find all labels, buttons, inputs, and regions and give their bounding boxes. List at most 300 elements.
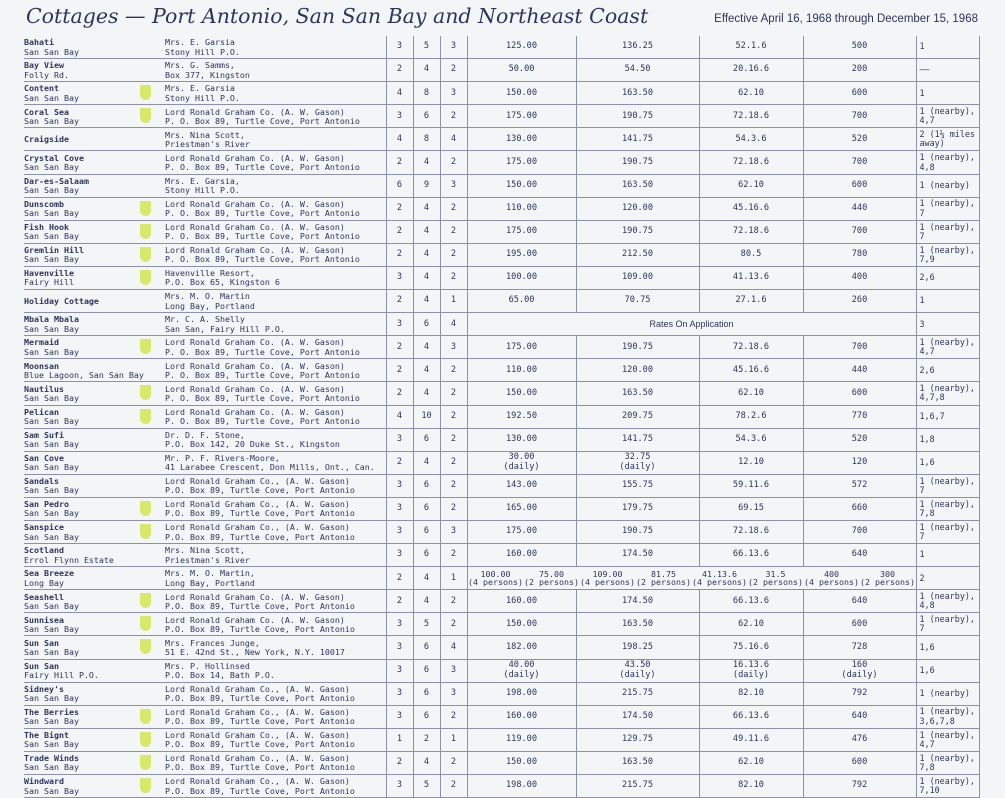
owner-line: Lord Ronald Graham Co. (A. W. Gason) [165, 245, 345, 256]
owner-line: Mrs. G. Samms, [165, 60, 235, 71]
rate-cell [467, 128, 576, 151]
rate-option [748, 570, 804, 587]
owner-line: P.O. Box 89, Turtle Cove, Port Antonio [165, 508, 355, 519]
count-cell: 5 [413, 36, 440, 59]
rate-persons: (2 persons) [524, 577, 579, 588]
rate-cell [803, 775, 916, 798]
owner-cell [165, 105, 386, 128]
owner-cell [165, 82, 386, 105]
rate-cell [699, 336, 803, 359]
count-cell: 2 [440, 243, 467, 266]
table-row [24, 405, 979, 428]
shield-icon [140, 778, 151, 793]
reference-cell [916, 243, 979, 266]
rate-cell [699, 220, 803, 243]
reference-line: 2,6 [919, 364, 935, 375]
rate-value: 476 [851, 734, 868, 745]
header [26, 4, 978, 32]
reference-cell [916, 682, 979, 705]
count-cell: 4 [413, 243, 440, 266]
rate-cell [576, 59, 699, 82]
cottage-location: San San Bay [24, 439, 79, 450]
rate-cell [467, 775, 576, 798]
rate-value: 78.2.6 [735, 410, 767, 421]
count-cell: 3 [440, 82, 467, 105]
cottage-name-cell [24, 382, 165, 405]
cottage-name-cell [24, 613, 165, 636]
owner-line: Mr. P. F. Rivers-Moore, [165, 452, 280, 463]
rate-value: 600 [851, 618, 868, 629]
table-row [24, 197, 979, 220]
owner-line: 51 E. 42nd St., New York, N.Y. 10017 [165, 646, 345, 657]
count-cell: 1 [440, 567, 467, 590]
rate-cell [803, 751, 916, 774]
rate-cell [576, 382, 699, 405]
cottage-location: San San Bay [24, 115, 79, 126]
count-cell: 1 [440, 290, 467, 313]
cottage-name: Gremlin Hill [24, 245, 84, 256]
cottage-name: Bahati [24, 37, 54, 48]
cottage-name: Sun San [24, 637, 59, 648]
owner-line: Lord Ronald Graham Co., (A. W. Gason) [165, 753, 350, 764]
owner-line: Priestman's River [165, 138, 250, 149]
table-row [24, 220, 979, 243]
rate-cell [467, 59, 576, 82]
table-row [24, 428, 979, 451]
owner-cell [165, 336, 386, 359]
rate-cell [576, 659, 699, 682]
rate-value: 163.50 [621, 87, 654, 98]
rates-note: Rates On Application [467, 313, 916, 336]
rate-value: 82.10 [738, 780, 764, 791]
shield-icon [140, 270, 151, 285]
rate-cell [803, 451, 916, 474]
owner-cell [165, 497, 386, 520]
cottage-name: Sidney's [24, 683, 64, 694]
reference-line: 1 [919, 87, 925, 98]
count-cell: 3 [440, 174, 467, 197]
rate-value: 45.16.6 [732, 203, 770, 214]
shield-icon [140, 201, 151, 216]
count-cell: 3 [386, 105, 413, 128]
cottage-location: San San Bay [24, 739, 79, 750]
rate-cell [803, 659, 916, 682]
reference-cell [916, 290, 979, 313]
count-cell: 2 [440, 428, 467, 451]
reference-line: 1 [919, 549, 925, 560]
count-cell: 2 [440, 382, 467, 405]
count-cell: 2 [386, 590, 413, 613]
table-row [24, 382, 979, 405]
reference-line: 1,6 [919, 457, 935, 468]
rate-cell [467, 243, 576, 266]
rate-value: 192.50 [505, 410, 538, 421]
rate-value: 215.75 [621, 780, 654, 791]
rate-value: 72.18.6 [732, 526, 770, 537]
rate-cell [699, 751, 803, 774]
count-cell: 6 [413, 428, 440, 451]
rate-cell [699, 428, 803, 451]
shield-icon [140, 732, 151, 747]
reference-line: 1 (nearby), [919, 729, 975, 740]
cottage-name-cell [24, 659, 165, 682]
rate-cell [803, 497, 916, 520]
owner-line: Lord Ronald Graham Co. (A. W. Gason) [165, 198, 345, 209]
owner-line: P.O. Box 89, Turtle Cove, Port Antonio [165, 762, 355, 773]
rate-cell [699, 105, 803, 128]
rate-value: 66.13.6 [732, 595, 770, 606]
cottage-location: San San Bay [24, 693, 79, 704]
owner-line: Lord Ronald Graham Co., (A. W. Gason) [165, 776, 350, 787]
rate-value: 66.13.6 [732, 549, 770, 560]
rate-value: 600 [851, 179, 868, 190]
cottage-name: Moonsan [24, 360, 59, 371]
reference-line: 1 (nearby), [919, 336, 975, 347]
rate-cell [803, 474, 916, 497]
count-cell: 3 [440, 36, 467, 59]
rate-cell [803, 174, 916, 197]
rate-value: 141.75 [621, 433, 654, 444]
count-cell: 2 [440, 497, 467, 520]
shield-icon [140, 639, 151, 654]
count-cell: 8 [413, 128, 440, 151]
count-cell: 3 [386, 313, 413, 336]
count-cell: 4 [413, 451, 440, 474]
cottage-name-cell [24, 497, 165, 520]
rate-cell [803, 266, 916, 289]
cottage-name-cell [24, 313, 165, 336]
owner-line: Box 377, Kingston [165, 69, 250, 80]
reference-line: 7 [919, 484, 925, 495]
rate-value: 80.5 [740, 249, 762, 260]
rate-qualifier: (daily) [732, 669, 770, 680]
cottage-name-cell [24, 220, 165, 243]
rate-value: 109.00 [621, 272, 654, 283]
rate-cell [576, 266, 699, 289]
table-row [24, 59, 979, 82]
reference-cell [916, 544, 979, 567]
reference-line: 4,7 [919, 738, 935, 749]
owner-line: Lord Ronald Graham Co., (A. W. Gason) [165, 522, 350, 533]
cottage-location: San San Bay [24, 254, 79, 265]
table-row [24, 105, 979, 128]
rate-cell [803, 636, 916, 659]
rate-cell [467, 105, 576, 128]
rate-option [468, 570, 524, 587]
shield-icon [140, 224, 151, 239]
rate-cell [576, 728, 699, 751]
rate-value: 728 [851, 641, 868, 652]
owner-line: Lord Ronald Graham Co. (A. W. Gason) [165, 591, 345, 602]
rate-value: 174.50 [621, 711, 654, 722]
owner-cell [165, 382, 386, 405]
shield-icon [140, 709, 151, 724]
rate-cell [699, 266, 803, 289]
count-cell: 2 [440, 405, 467, 428]
table-row [24, 613, 979, 636]
rate-cell [467, 544, 576, 567]
owner-line: Long Bay, Portland [165, 577, 255, 588]
count-cell: 4 [413, 751, 440, 774]
cottage-name: Scotland [24, 545, 64, 556]
count-cell: 2 [386, 751, 413, 774]
rate-value: 110.00 [505, 203, 538, 214]
reference-cell [916, 451, 979, 474]
rate-value: 700 [851, 156, 868, 167]
count-cell: 2 [386, 243, 413, 266]
cottage-name: San Cove [24, 452, 64, 463]
reference-cell [916, 382, 979, 405]
owner-line: P.O. Box 89, Turtle Cove, Port Antonio [165, 739, 355, 750]
rate-value: 41.13.6 [732, 272, 770, 283]
rate-cell [803, 82, 916, 105]
rate-value: 792 [851, 688, 868, 699]
shield-icon [140, 616, 151, 631]
rate-cell [803, 705, 916, 728]
table-row [24, 36, 979, 59]
rate-value: 190.75 [621, 226, 654, 237]
reference-line: 7 [919, 230, 925, 241]
owner-cell [165, 151, 386, 174]
rate-cell [576, 220, 699, 243]
owner-cell [165, 243, 386, 266]
cottage-location: San San Bay [24, 46, 79, 57]
rate-value: 136.25 [621, 41, 654, 52]
reference-cell [916, 567, 979, 590]
cottage-name: Sunnisea [24, 614, 64, 625]
rate-value: 62.10 [738, 757, 764, 768]
cottage-name-cell [24, 567, 165, 590]
rate-cell [803, 428, 916, 451]
reference-line: 4,8 [919, 600, 935, 611]
rate-cell [699, 382, 803, 405]
reference-line: 1 (nearby), [919, 614, 975, 625]
rate-cell [576, 336, 699, 359]
rate-value: 30.00 [508, 452, 535, 463]
rate-cell [699, 451, 803, 474]
table-row [24, 751, 979, 774]
shield-icon [140, 501, 151, 516]
count-cell: 3 [386, 36, 413, 59]
reference-line: 1,6,7 [919, 410, 945, 421]
owner-line: Lord Ronald Graham Co. (A. W. Gason) [165, 360, 345, 371]
cottage-name: Trade Winds [24, 753, 79, 764]
reference-cell [916, 728, 979, 751]
rate-value: 660 [851, 503, 868, 514]
rate-value: 120.00 [621, 364, 654, 375]
table-row [24, 128, 979, 151]
cottage-name: Coral Sea [24, 106, 69, 117]
reference-cell [916, 174, 979, 197]
rate-value: 500 [851, 41, 868, 52]
rate-value: 12.10 [738, 457, 764, 468]
rate-value: 190.75 [621, 156, 654, 167]
rate-cell [467, 359, 576, 382]
cottage-location: San San Bay [24, 485, 79, 496]
cottage-name-cell [24, 474, 165, 497]
table-row [24, 544, 979, 567]
rate-cell [576, 105, 699, 128]
owner-cell [165, 128, 386, 151]
rate-value: 600 [851, 757, 868, 768]
owner-line: P. O. Box 89, Turtle Cove, Port Antonio [165, 254, 360, 265]
reference-line: 1 (nearby), [919, 198, 975, 209]
cottage-name: Sun San [24, 660, 59, 671]
rate-cell [576, 82, 699, 105]
owner-line: Long Bay, Portland [165, 300, 255, 311]
rate-cell [467, 728, 576, 751]
owner-cell [165, 544, 386, 567]
count-cell: 2 [440, 705, 467, 728]
rate-option [860, 570, 916, 587]
rate-value: 190.75 [621, 110, 654, 121]
rate-cell [803, 105, 916, 128]
cottage-name: Sea Breeze [24, 568, 74, 579]
count-cell: 6 [413, 659, 440, 682]
reference-cell [916, 751, 979, 774]
rate-value: 32.75 [624, 452, 651, 463]
reference-cell [916, 474, 979, 497]
owner-line: P. O. Box 89, Turtle Cove, Port Antonio [165, 369, 360, 380]
cottage-location: San San Bay [24, 462, 79, 473]
table-row [24, 266, 979, 289]
owner-cell [165, 359, 386, 382]
rate-option [524, 570, 580, 587]
rate-cell [467, 405, 576, 428]
rate-cell [576, 428, 699, 451]
cottage-rows [24, 36, 979, 798]
shield-icon [140, 524, 151, 539]
rate-cell [576, 590, 699, 613]
count-cell: 6 [413, 474, 440, 497]
count-cell: 2 [440, 613, 467, 636]
count-cell: 6 [413, 497, 440, 520]
rate-option [636, 570, 692, 587]
count-cell: 3 [386, 613, 413, 636]
reference-cell [916, 497, 979, 520]
rate-value: 174.50 [621, 549, 654, 560]
reference-cell [916, 220, 979, 243]
count-cell: 4 [440, 636, 467, 659]
owner-line: P.O. Box 89, Turtle Cove, Port Antonio [165, 716, 355, 727]
cottage-name-cell [24, 428, 165, 451]
owner-line: P. O. Box 89, Turtle Cove, Port Antonio [165, 346, 360, 357]
rate-value: 640 [851, 549, 868, 560]
rate-value: 182.00 [505, 641, 538, 652]
rate-cell [467, 266, 576, 289]
rate-cell [803, 151, 916, 174]
cottage-location: Long Bay [24, 577, 64, 588]
owner-line: P.O. Box 14, Bath P.O. [165, 670, 275, 681]
count-cell: 4 [413, 290, 440, 313]
count-cell: 2 [386, 567, 413, 590]
count-cell: 3 [386, 775, 413, 798]
table-row [24, 359, 979, 382]
rate-cell [576, 128, 699, 151]
owner-cell [165, 682, 386, 705]
owner-line: 41 Larabee Crescent, Don Mills, Ont., Can. [165, 462, 375, 473]
cottage-name-cell [24, 243, 165, 266]
count-cell: 3 [386, 497, 413, 520]
shield-icon [140, 339, 151, 354]
rate-value: 20.16.6 [732, 64, 770, 75]
reference-cell [916, 313, 979, 336]
rate-value: 640 [851, 711, 868, 722]
owner-line: Priestman's River [165, 554, 250, 565]
reference-line: 2 [919, 572, 925, 583]
shield-icon [140, 85, 151, 100]
owner-line: P.O. Box 65, Kingston 6 [165, 277, 280, 288]
table-row [24, 474, 979, 497]
rate-value: 174.50 [621, 595, 654, 606]
cottage-location: San San Bay [24, 185, 79, 196]
rate-cell [467, 151, 576, 174]
owner-line: P.O. Box 89, Turtle Cove, Port Antonio [165, 693, 355, 704]
count-cell: 2 [440, 151, 467, 174]
rate-value: 66.13.6 [732, 711, 770, 722]
rate-cell [699, 59, 803, 82]
rate-cell [576, 174, 699, 197]
rate-cell [467, 474, 576, 497]
rate-cell [576, 197, 699, 220]
rate-value: 209.75 [621, 410, 654, 421]
cottage-name-cell [24, 174, 165, 197]
cottage-name: Fish Hook [24, 222, 69, 232]
owner-line: Mrs. Frances Junge, [165, 637, 260, 648]
rate-cell [467, 659, 576, 682]
rate-amount: 109.00 [592, 568, 623, 579]
rate-value: 175.00 [505, 526, 538, 537]
rate-value: 770 [851, 410, 868, 421]
cottage-name-cell [24, 405, 165, 428]
cottage-name-cell [24, 705, 165, 728]
rate-persons: (4 persons) [692, 577, 747, 588]
rate-value: 163.50 [621, 387, 654, 398]
rate-value: 143.00 [505, 480, 538, 491]
cottage-name: Pelican [24, 406, 59, 417]
cottage-location: San San Bay [24, 762, 79, 773]
rate-cell [576, 682, 699, 705]
rate-value: 49.11.6 [732, 734, 770, 745]
count-cell: 5 [413, 775, 440, 798]
count-cell: 3 [386, 266, 413, 289]
cottage-name: Crystal Cove [24, 152, 84, 163]
cottage-name: The Bignt [24, 730, 69, 741]
rate-amount: 41.13.6 [702, 568, 737, 579]
owner-cell [165, 290, 386, 313]
rate-cell [803, 590, 916, 613]
count-cell: 4 [440, 128, 467, 151]
owner-line: P. O. Box 89, Turtle Cove, Port Antonio [165, 115, 360, 126]
owner-cell [165, 451, 386, 474]
rates-persons-cell [467, 567, 916, 590]
reference-line: 7,9 [919, 253, 935, 264]
rate-cell [467, 520, 576, 543]
count-cell: 9 [413, 174, 440, 197]
reference-line: 7 [919, 531, 925, 542]
cottage-name-cell [24, 682, 165, 705]
rate-value: 141.75 [621, 133, 654, 144]
owner-cell [165, 174, 386, 197]
reference-line: 1 (nearby) [919, 179, 970, 190]
count-cell: 4 [440, 313, 467, 336]
count-cell: 4 [413, 590, 440, 613]
rate-cell [576, 36, 699, 59]
rate-cell [803, 197, 916, 220]
reference-line: 1 (nearby), [919, 221, 975, 232]
rate-value: 82.10 [738, 688, 764, 699]
owner-line: Mrs. Nina Scott, [165, 545, 245, 556]
